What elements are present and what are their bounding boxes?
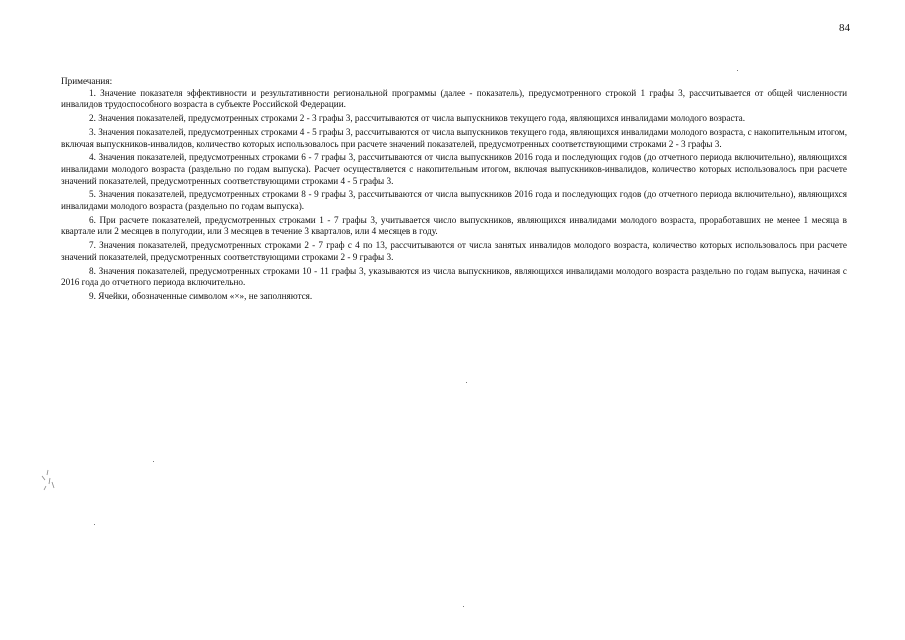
- note-8: 8. Значения показателей, предусмотренных строками 10 - 11 графы 3, указываются из числа выпускников, являющихся инвалидами молодого возраста раздельно по годам выпуска, начиная с 2016 года до отчетного периода включительно.: [61, 265, 847, 288]
- scan-speck: [94, 524, 95, 525]
- note-3: 3. Значения показателей, предусмотренных строками 4 - 5 графы 3, рассчитываются от числа выпускников текущего года, являющихся инвалидами молодого возраста, с накопительным итогом, включая выпускников-инвалидов, количество которых использовалось при расчете значений показателей, предусмотренных соответствующими строками 2 - 3 графы 3.: [61, 126, 847, 149]
- note-4: 4. Значения показателей, предусмотренных строками 6 - 7 графы 3, рассчитываются от числа выпускников 2016 года и последующих годов (до отчетного периода включительно), являющихся инвалидами молодого возраста (раздельно по годам выпуска). Расчет осуществляется с накопительным итогом, включая выпускников-инвалидов, количество которых использовалось при расчете значений показателей, предусмотренных соответствующими строками 4 - 5 графы 3.: [61, 152, 847, 186]
- note-7: 7. Значения показателей, предусмотренных строками 2 - 7 граф с 4 по 13, рассчитываются от числа занятых инвалидов молодого возраста, количество которых использовалось при расчете значений показателей, предусмотренных соответствующими строками 2 - 9 графы 3.: [61, 240, 847, 262]
- notes-section: [61, 76, 847, 305]
- note-1: 1. Значение показателя эффективности и результативности региональной программы (далее - показатель), предусмотренного строкой 1 графы 3, рассчитывается от общей численности инвалидов трудоспособного возраста в субъекте Российской Федерации.: [61, 87, 847, 110]
- scan-speck: [466, 382, 467, 383]
- scan-speck: [737, 70, 738, 71]
- page-number: 84: [839, 22, 850, 34]
- notes-heading: Примечания:: [61, 76, 113, 86]
- note-6: 6. При расчете показателей, предусмотренных строками 1 - 7 графы 3, учитывается число выпускников, являющихся инвалидами молодого возраста, проработавших не менее 1 месяца в квартале или 2 месяцев в полугодии, или 3 месяцев в течение 3 кварталов, или 4 месяцев в году.: [61, 214, 847, 237]
- note-9: 9. Ячейки, обозначенные символом «×», не заполняются.: [89, 290, 313, 301]
- scan-mark: [34, 466, 64, 496]
- scan-speck: [463, 606, 464, 607]
- note-5: 5. Значения показателей, предусмотренных строками 8 - 9 графы 3, рассчитываются от числа выпускников 2016 года и последующих годов (до отчетного периода включительно), являющихся инвалидами молодого возраста (раздельно по годам выпуска).: [61, 189, 847, 212]
- scan-speck: [153, 461, 154, 462]
- note-2: 2. Значения показателей, предусмотренных строками 2 - 3 графы 3, рассчитываются от числа выпускников текущего года, являющихся инвалидами молодого возраста.: [89, 113, 746, 124]
